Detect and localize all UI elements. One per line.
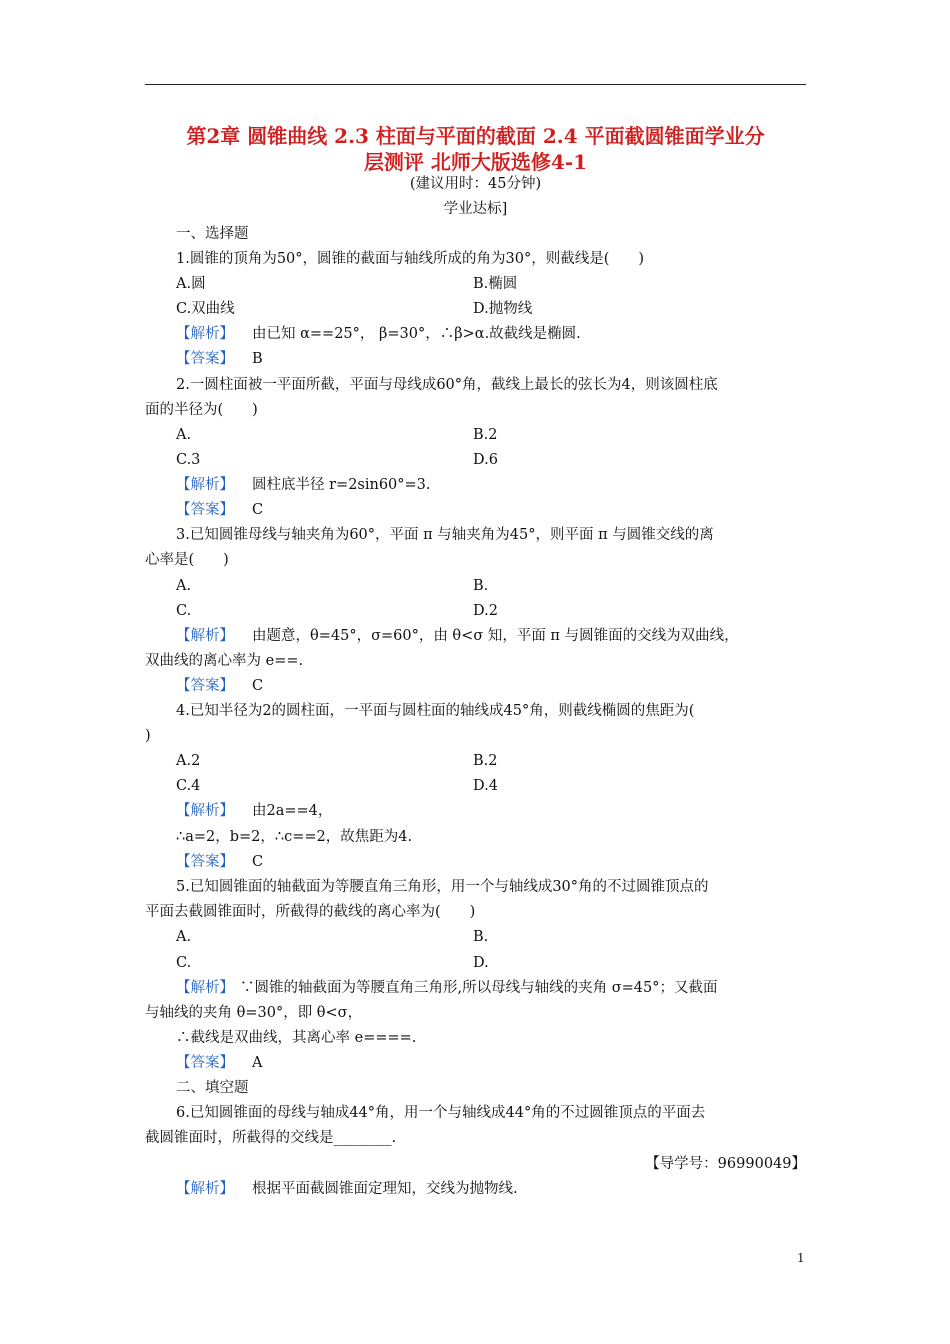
q3-option-d: D.2 xyxy=(473,603,498,619)
q3-answer xyxy=(176,677,263,695)
q5-option-a: A. xyxy=(176,929,192,945)
q2-option-b: B.2 xyxy=(473,427,498,443)
q3-option-c: C. xyxy=(176,603,192,619)
q2-stem-line2: 面的半径为( ) xyxy=(145,402,258,418)
q3-answer-text: C xyxy=(252,678,264,694)
analysis-tag: 【解析】 xyxy=(176,980,234,996)
analysis-tag: 【解析】 xyxy=(176,803,234,819)
q5-analysis-line3: ∴截线是双曲线，其离心率 e====. xyxy=(176,1030,417,1046)
analysis-tag: 【解析】 xyxy=(176,628,234,644)
q4-analysis-text1: 由2a==4， xyxy=(252,803,333,819)
q5-analysis-text1: ∵圆锥的轴截面为等腰直角三角形,所以母线与轴线的夹角 σ=45°；又截面 xyxy=(240,980,718,996)
q5-stem-line1: 5.已知圆锥面的轴截面为等腰直角三角形，用一个与轴线成30°角的不过圆锥顶点的 xyxy=(176,879,709,895)
heading-fill-in: 二、填空题 xyxy=(176,1080,249,1096)
doc-title-line1: 第2章 圆锥曲线 2.3 柱面与平面的截面 2.4 平面截圆锥面学业分 xyxy=(186,124,765,148)
q1-answer xyxy=(176,350,263,368)
q3-analysis xyxy=(176,627,739,645)
q2-option-d: D.6 xyxy=(473,452,498,468)
q1-stem: 1.圆锥的顶角为50°，圆锥的截面与轴线所成的角为30°，则截线是( ) xyxy=(176,251,645,267)
answer-tag: 【答案】 xyxy=(176,502,234,518)
q4-option-c: C.4 xyxy=(176,778,201,794)
q3-option-a: A. xyxy=(176,578,192,594)
q2-analysis-text: 圆柱底半径 r=2sin60°=3. xyxy=(252,477,431,493)
q1-option-b: B.椭圆 xyxy=(473,276,518,292)
q4-analysis-line2: ∴a=2，b=2，∴c==2，故焦距为4. xyxy=(176,829,413,845)
q3-analysis-line2: 双曲线的离心率为 e==. xyxy=(145,653,304,669)
analysis-tag: 【解析】 xyxy=(176,326,234,342)
q6-analysis xyxy=(176,1180,518,1198)
q1-option-c: C.双曲线 xyxy=(176,301,235,317)
answer-tag: 【答案】 xyxy=(176,351,234,367)
q5-stem-line2: 平面去截圆锥面时，所截得的截线的离心率为( ) xyxy=(145,904,476,920)
answer-tag: 【答案】 xyxy=(176,678,234,694)
section-label: 学业达标] xyxy=(443,201,508,217)
doc-title-line2: 层测评 北师大版选修4-1 xyxy=(363,150,588,174)
guide-number: 【导学号：96990049】 xyxy=(645,1156,806,1172)
analysis-tag: 【解析】 xyxy=(176,477,234,493)
q4-answer xyxy=(176,853,263,871)
q5-analysis-line2: 与轴线的夹角 θ=30°，即 θ<σ， xyxy=(145,1005,363,1021)
header-rule xyxy=(145,84,806,85)
q1-option-d: D.抛物线 xyxy=(473,301,533,317)
q3-option-b: B. xyxy=(473,578,489,594)
q4-stem-line2: ) xyxy=(145,728,151,744)
suggested-time: (建议用时：45分钟) xyxy=(409,176,542,192)
q4-answer-text: C xyxy=(252,854,264,870)
q1-answer-text: B xyxy=(252,351,263,367)
q3-stem-line2: 心率是( ) xyxy=(145,552,229,568)
page-number: 1 xyxy=(797,1251,805,1265)
q4-analysis xyxy=(176,802,332,820)
heading-multiple-choice: 一、选择题 xyxy=(176,226,249,242)
answer-tag: 【答案】 xyxy=(176,1055,234,1071)
q5-answer xyxy=(176,1054,262,1072)
q6-stem-line1: 6.已知圆锥面的母线与轴成44°角，用一个与轴线成44°角的不过圆锥顶点的平面去 xyxy=(176,1105,706,1121)
q5-option-c: C. xyxy=(176,955,192,971)
q6-analysis-text: 根据平面截圆锥面定理知，交线为抛物线. xyxy=(252,1181,518,1197)
q4-stem-line1: 4.已知半径为2的圆柱面，一平面与圆柱面的轴线成45°角，则截线椭圆的焦距为( xyxy=(176,703,695,719)
answer-tag: 【答案】 xyxy=(176,854,234,870)
q5-analysis xyxy=(176,979,717,997)
q1-analysis xyxy=(176,325,581,343)
q1-analysis-text: 由已知 α==25°， β=30°，∴β>α.故截线是椭圆. xyxy=(252,326,581,342)
q3-analysis-text1: 由题意，θ=45°，σ=60°，由 θ<σ 知，平面 π 与圆锥面的交线为双曲线， xyxy=(252,628,739,644)
q6-stem-line2: 截圆锥面时，所截得的交线是________. xyxy=(145,1130,397,1146)
q2-analysis xyxy=(176,476,431,494)
q2-answer-text: C xyxy=(252,502,264,518)
q2-stem-line1: 2.一圆柱面被一平面所截，平面与母线成60°角，截线上最长的弦长为4，则该圆柱底 xyxy=(176,377,718,393)
q5-option-d: D. xyxy=(473,955,489,971)
q5-option-b: B. xyxy=(473,929,489,945)
q4-option-d: D.4 xyxy=(473,778,498,794)
q3-stem-line1: 3.已知圆锥母线与轴夹角为60°，平面 π 与轴夹角为45°，则平面 π 与圆锥交线的离 xyxy=(176,527,714,543)
q1-option-a: A.圆 xyxy=(176,276,206,292)
q4-option-b: B.2 xyxy=(473,753,498,769)
q2-option-c: C.3 xyxy=(176,452,201,468)
q2-answer xyxy=(176,501,263,519)
q5-answer-text: A xyxy=(252,1055,263,1071)
q2-option-a: A. xyxy=(176,427,192,443)
analysis-tag: 【解析】 xyxy=(176,1181,234,1197)
q4-option-a: A.2 xyxy=(176,753,201,769)
